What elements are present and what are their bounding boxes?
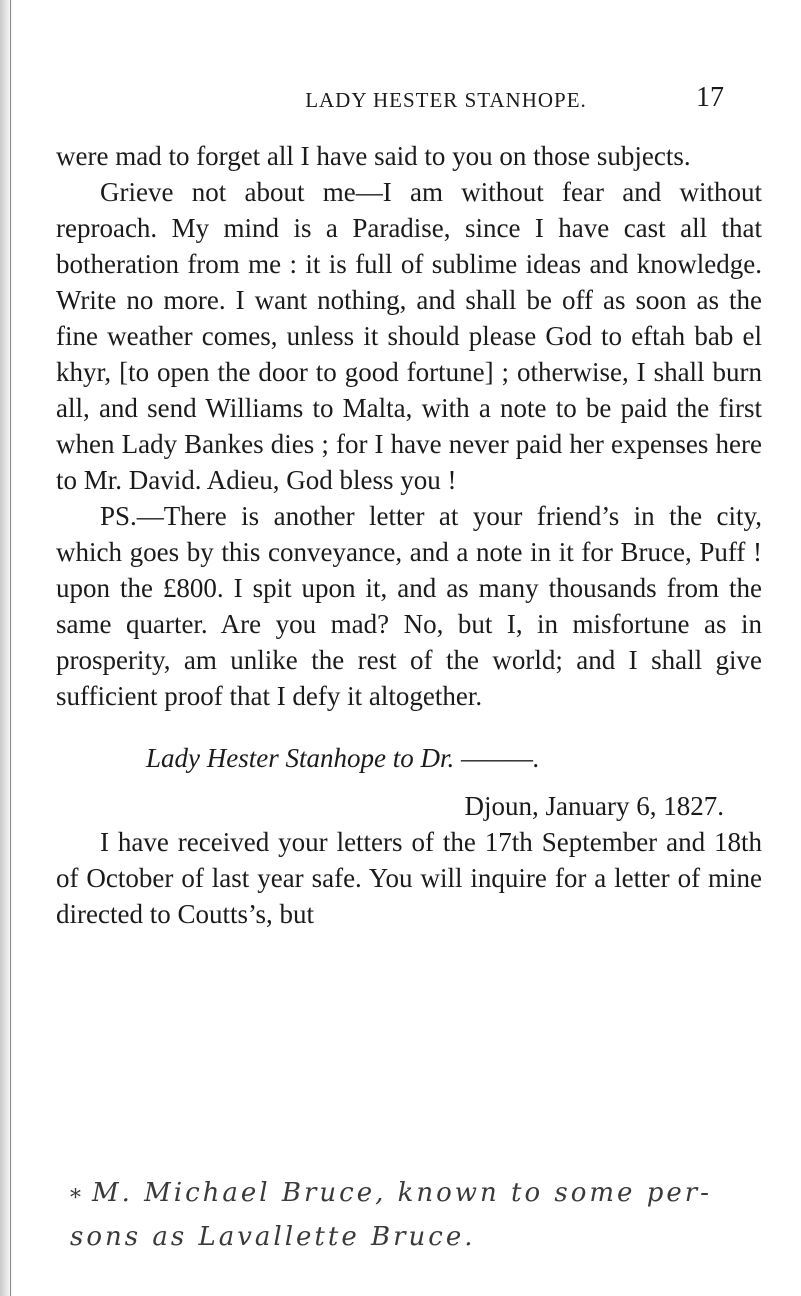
paragraph-grieve: Grieve not about me—I am without fear and without reproach. My mind is a Paradise, since I have cast all that botheration from me : it is full of sublime ideas and knowledge. Write no more. I want nothing, and shall be off as soon as the fine weather comes, unless it should please God to eftah bab el khyr, [to open the door to good fortune] ; otherwise, I shall burn all, and send Williams to Malta, with a note to be paid the first when Lady Bankes dies ; for I have never paid her expenses here to Mr. David. Adieu, God bless you ! bbox=[56, 177, 762, 495]
paragraph-continuation: were mad to forget all I have said to you on those subjects. bbox=[56, 141, 691, 171]
paragraph-postscript: PS.—There is another letter at your friend’s in the city, which goes by this conveyance, and a note in it for Bruce, Puff ! upon the £800. I spit upon it, and as many thousands from the same quarter. Are you mad? No, but I, in misfortune as in prosperity, am unlike the rest of the world; and I shall give sufficient proof that I defy it altogether. bbox=[56, 501, 762, 711]
letter-heading: Lady Hester Stanhope to Dr. bbox=[146, 743, 455, 773]
page-binding-edge bbox=[0, 0, 14, 1296]
handwritten-annotation bbox=[70, 1178, 770, 1278]
letter-heading-row bbox=[56, 740, 762, 776]
paragraph-letter-start: I have received your letters of the 17th September and 18th of October of last year safe. You will inquire for a letter of mine directed to Coutts’s, but bbox=[56, 827, 762, 929]
annotation-marker: * bbox=[70, 1186, 81, 1211]
page-number: 17 bbox=[696, 82, 724, 113]
page-header bbox=[0, 82, 801, 118]
annotation-line-2: sons as Lavallette Bruce. bbox=[70, 1222, 476, 1252]
letter-dateline: Djoun, January 6, 1827. bbox=[464, 791, 724, 821]
letter-heading-dash: ———. bbox=[460, 743, 540, 773]
running-title: LADY HESTER STANHOPE. bbox=[305, 88, 587, 112]
annotation-line-1: M. Michael Bruce, known to some per- bbox=[92, 1178, 712, 1208]
page-body bbox=[56, 138, 762, 932]
page-binding-line bbox=[10, 0, 11, 1296]
